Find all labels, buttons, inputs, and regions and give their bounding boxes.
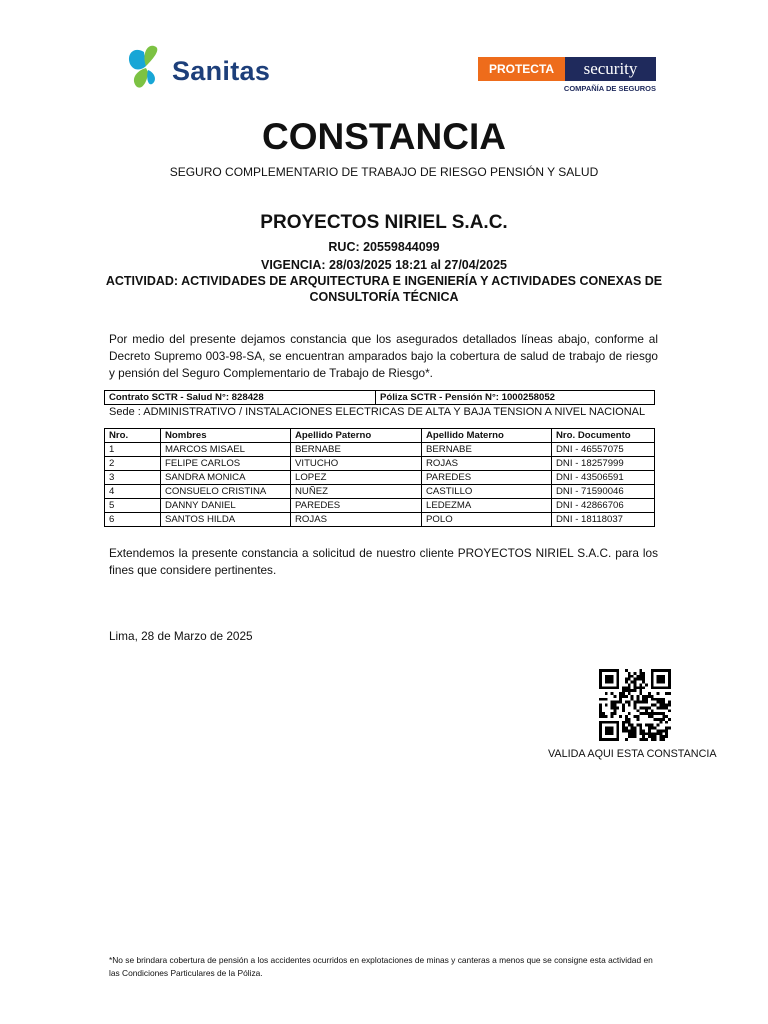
table-row — [105, 457, 655, 471]
table-cell: VITUCHO — [291, 457, 422, 471]
table-row — [105, 443, 655, 457]
company-activity: ACTIVIDAD: ACTIVIDADES DE ARQUITECTURA E INGENIERÍA Y ACTIVIDADES CONEXAS DE CONSULTORÍA TÉCNICA — [105, 274, 663, 304]
protecta-subtitle: COMPAÑÍA DE SEGUROS — [563, 84, 656, 93]
table-cell: DANNY DANIEL — [161, 499, 291, 513]
table-cell: PAREDES — [291, 499, 422, 513]
contract-pension: Póliza SCTR - Pensión N°: 1000258052 — [376, 391, 655, 405]
column-header: Apellido Paterno — [291, 429, 422, 443]
table-row — [105, 499, 655, 513]
table-cell: 3 — [105, 471, 161, 485]
insured-table — [104, 428, 655, 527]
coverage-period: VIGENCIA: 28/03/2025 18:21 al 27/04/2025 — [261, 258, 507, 272]
table-cell: PAREDES — [422, 471, 552, 485]
protecta-label: PROTECTA — [478, 57, 565, 81]
table-cell: BERNABE — [422, 443, 552, 457]
table-cell: MARCOS MISAEL — [161, 443, 291, 457]
butterfly-icon — [124, 44, 174, 96]
table-header-row — [105, 429, 655, 443]
table-cell: BERNABE — [291, 443, 422, 457]
table-cell: POLO — [422, 513, 552, 527]
footnote: *No se brindara cobertura de pensión a los accidentes ocurridos en explotaciones de minas y canteras a menos que se consigne esta actividad en las Condiciones Particulares de la Póliza. — [109, 955, 653, 978]
column-header: Nombres — [161, 429, 291, 443]
sanitas-wordmark: Sanitas — [172, 56, 271, 86]
sede-line: Sede : ADMINISTRATIVO / INSTALACIONES ELECTRICAS DE ALTA Y BAJA TENSION A NIVEL NACIONAL — [109, 406, 646, 418]
table-row — [105, 471, 655, 485]
table-cell: CASTILLO — [422, 485, 552, 499]
table-cell: DNI - 43506591 — [552, 471, 655, 485]
table-cell: LOPEZ — [291, 471, 422, 485]
table-cell: 1 — [105, 443, 161, 457]
table-cell: CONSUELO CRISTINA — [161, 485, 291, 499]
qr-code[interactable] — [598, 669, 672, 741]
place-date: Lima, 28 de Marzo de 2025 — [109, 629, 253, 643]
table-cell: FELIPE CARLOS — [161, 457, 291, 471]
column-header: Nro. — [105, 429, 161, 443]
qr-caption: VALIDA AQUI ESTA CONSTANCIA — [548, 748, 717, 760]
table-cell: DNI - 18118037 — [552, 513, 655, 527]
company-ruc: RUC: 20559844099 — [328, 240, 440, 254]
table-cell: 2 — [105, 457, 161, 471]
table-cell: DNI - 71590046 — [552, 485, 655, 499]
protecta-security-logo — [478, 57, 656, 97]
intro-paragraph: Por medio del presente dejamos constancia que los asegurados detallados líneas abajo, conforme al Decreto Supremo 003-98-SA, se encuentran amparados bajo la cobertura de salud de trabajo de riesgo y pensión del Seguro Complementario de Trabajo de Riesgo*. — [109, 332, 658, 380]
table-cell: LEDEZMA — [422, 499, 552, 513]
table-cell: ROJAS — [291, 513, 422, 527]
table-cell: SANDRA MONICA — [161, 471, 291, 485]
table-row — [105, 513, 655, 527]
table-cell: SANTOS HILDA — [161, 513, 291, 527]
contract-salud: Contrato SCTR - Salud N°: 828428 — [105, 391, 376, 405]
table-cell: ROJAS — [422, 457, 552, 471]
column-header: Apellido Materno — [422, 429, 552, 443]
column-header: Nro. Documento — [552, 429, 655, 443]
contract-table — [104, 390, 655, 405]
table-cell: DNI - 46557075 — [552, 443, 655, 457]
table-cell: 6 — [105, 513, 161, 527]
table-cell: 5 — [105, 499, 161, 513]
company-name: PROYECTOS NIRIEL S.A.C. — [260, 212, 508, 233]
table-row — [105, 485, 655, 499]
sanitas-logo — [124, 44, 294, 96]
security-label: security — [565, 57, 656, 81]
table-cell: DNI - 42866706 — [552, 499, 655, 513]
table-cell: NUÑEZ — [291, 485, 422, 499]
table-cell: DNI - 18257999 — [552, 457, 655, 471]
document-title: CONSTANCIA — [262, 116, 506, 157]
table-cell: 4 — [105, 485, 161, 499]
closing-paragraph: Extendemos la presente constancia a solicitud de nuestro cliente PROYECTOS NIRIEL S.A.C. para los fines que considere pertinentes. — [109, 546, 658, 577]
document-subtitle: SEGURO COMPLEMENTARIO DE TRABAJO DE RIESGO PENSIÓN Y SALUD — [169, 165, 599, 179]
